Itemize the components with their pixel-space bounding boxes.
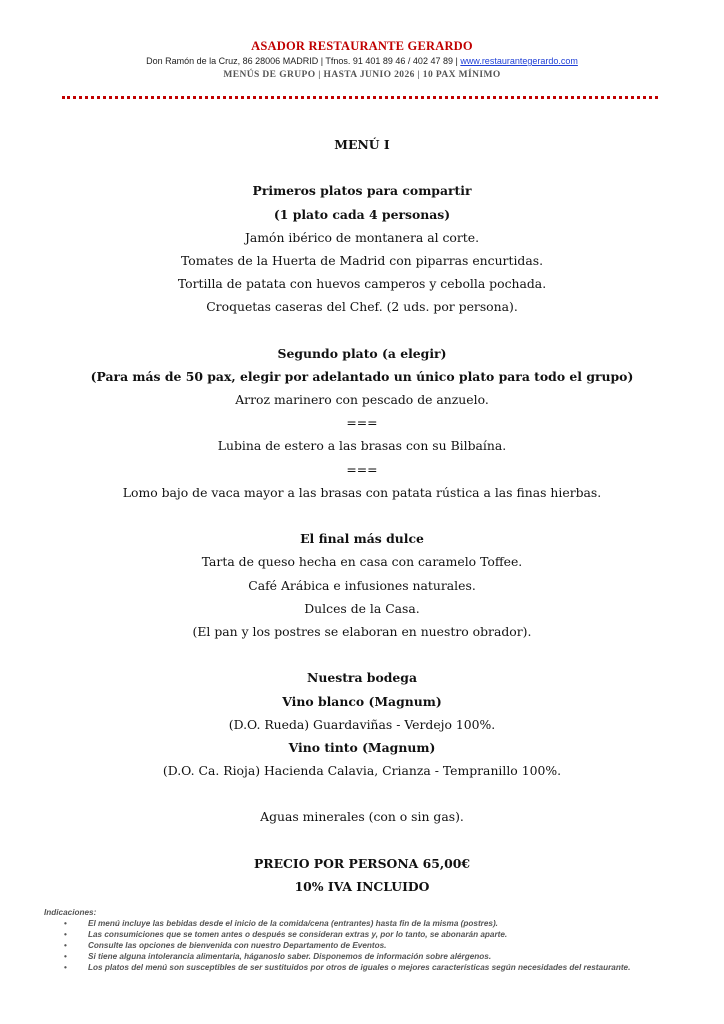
dessert-heading: El final más dulce: [300, 531, 424, 547]
bullet: •: [64, 919, 67, 928]
bullet: •: [64, 963, 67, 972]
starter-item: Tomates de la Huerta de Madrid con piparras encurtidas.: [180, 252, 544, 268]
note-text: Consulte las opciones de bienvenida con nuestro Departamento de Eventos.: [88, 941, 387, 950]
red-wine-heading: Vino tinto (Magnum): [288, 739, 436, 755]
starter-item: Tortilla de patata con huevos camperos y cebolla pochada.: [177, 276, 547, 292]
menu-body: [0, 133, 724, 898]
address-text: Don Ramón de la Cruz, 86 28006 MADRID | Tfnos. 91 401 89 46 / 402 47 89 |: [146, 56, 461, 66]
dessert-item: Tarta de queso hecha en casa con caramelo Toffee.: [201, 554, 523, 570]
note-text: Las consumiciones que se tomen antes o después se consideran extras y, por lo tanto, se abonarán aparte.: [88, 930, 508, 939]
list-item: [44, 929, 664, 940]
list-item: [44, 951, 664, 962]
list-item: [44, 962, 664, 973]
starter-item: Croquetas caseras del Chef. (2 uds. por persona).: [206, 299, 518, 315]
starter-item: Jamón ibérico de montanera al corte.: [244, 229, 480, 245]
tax-note: 10% IVA INCLUIDO: [294, 879, 430, 894]
white-wine: (D.O. Rueda) Guardaviñas - Verdejo 100%.: [228, 716, 496, 732]
document-header: [0, 38, 724, 82]
second-heading: Segundo plato (a elegir): [277, 345, 447, 361]
note-text: El menú incluye las bebidas desde el inicio de la comida/cena (entrantes) hasta fin de la misma (postres).: [88, 919, 498, 928]
starters-note: (1 plato cada 4 personas): [273, 206, 451, 222]
address-line: [0, 54, 724, 68]
note-text: Los platos del menú son susceptibles de ser sustituidos por otros de iguales o mejores características según necesidades del restaurante.: [88, 963, 631, 972]
water: Aguas minerales (con o sin gas).: [260, 809, 464, 825]
price: PRECIO POR PERSONA 65,00€: [253, 855, 471, 871]
list-item: [44, 918, 664, 929]
starters-heading: Primeros platos para compartir: [252, 183, 472, 199]
bullet: •: [64, 930, 67, 939]
second-item: Lubina de estero a las brasas con su Bilbaína.: [217, 438, 507, 454]
second-note: (Para más de 50 pax, elegir por adelantado un único plato para todo el grupo): [90, 368, 634, 384]
wine-heading: Nuestra bodega: [307, 670, 417, 686]
separator: ===: [346, 461, 378, 477]
second-item: Arroz marinero con pescado de anzuelo.: [235, 392, 489, 408]
second-item: Lomo bajo de vaca mayor a las brasas con patata rústica a las finas hierbas.: [122, 484, 602, 500]
dotted-divider: [62, 96, 658, 99]
dessert-item: (El pan y los postres se elaboran en nuestro obrador).: [192, 623, 532, 639]
bullet: •: [64, 941, 67, 950]
indications-heading: Indicaciones:: [44, 908, 97, 917]
menu-title: MENÚ I: [334, 137, 390, 152]
restaurant-name: ASADOR RESTAURANTE GERARDO: [251, 39, 473, 53]
dessert-item: Café Arábica e infusiones naturales.: [248, 577, 476, 593]
separator: ===: [346, 415, 378, 431]
white-wine-heading: Vino blanco (Magnum): [282, 693, 442, 709]
indications-list: [44, 918, 664, 973]
indications: [44, 907, 664, 973]
red-wine: (D.O. Ca. Rioja) Hacienda Calavia, Crianza - Tempranillo 100%.: [162, 763, 562, 779]
dessert-item: Dulces de la Casa.: [304, 600, 420, 616]
website-link[interactable]: www.restaurantegerardo.com: [460, 56, 578, 66]
menu-subtitle: MENÚS DE GRUPO | HASTA JUNIO 2026 | 10 PAX MÍNIMO: [223, 70, 501, 80]
bullet: •: [64, 952, 67, 961]
note-text: Si tiene alguna intolerancia alimentaria, háganoslo saber. Disponemos de información sobre alérgenos.: [88, 952, 492, 961]
list-item: [44, 940, 664, 951]
